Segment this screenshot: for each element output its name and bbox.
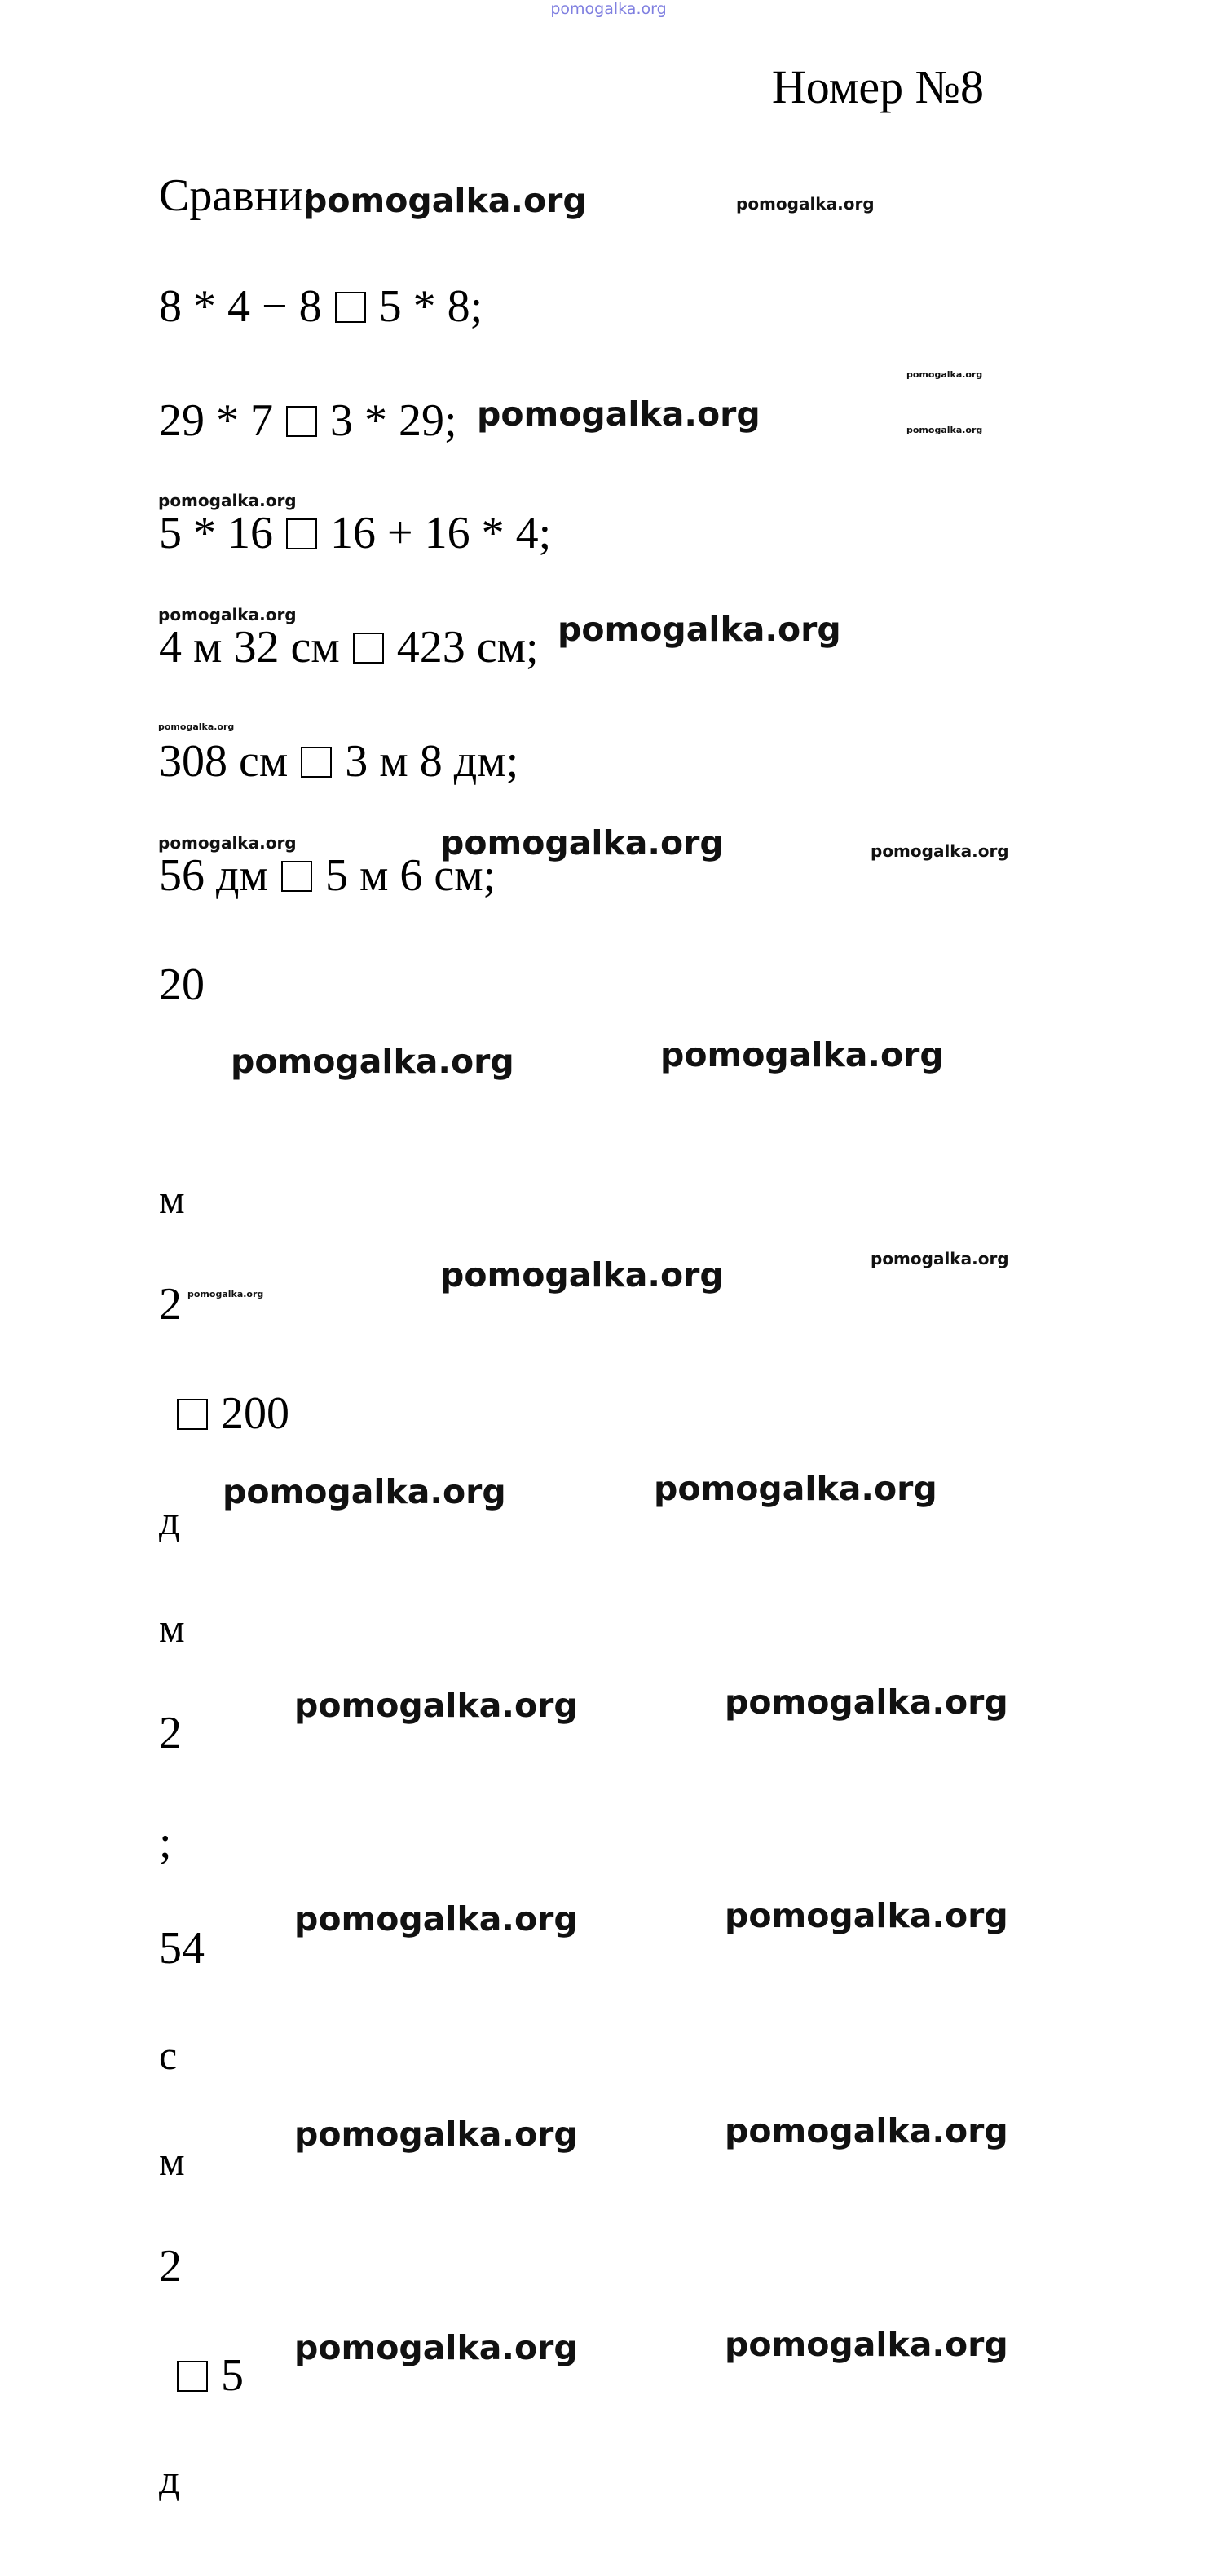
row-right: 3 * 29; [330, 395, 457, 446]
watermark: pomogalka.org [725, 2325, 1008, 2364]
compare-box [335, 292, 366, 323]
row-right: 423 см; [396, 622, 539, 673]
watermark: pomogalka.org [477, 395, 761, 434]
compare-box [177, 2361, 208, 2392]
compare-box [353, 633, 384, 664]
watermark: pomogalka.org [231, 1042, 514, 1081]
fragment-text: 200 [221, 1388, 289, 1439]
fragment-text: 2 [159, 2241, 182, 2291]
row-left: 308 см [159, 736, 289, 787]
watermark: pomogalka.org [440, 823, 724, 862]
fragment-text: 20 [159, 959, 205, 1010]
fragment-text: 2 [159, 1708, 182, 1758]
watermark: pomogalka.org [223, 1472, 506, 1511]
fragment-text: м [159, 1605, 185, 1651]
compare-box [177, 1399, 208, 1430]
watermark: pomogalka.org [660, 1035, 944, 1074]
watermark: pomogalka.org [294, 2115, 578, 2154]
compare-row-1 [159, 281, 483, 332]
compare-box [286, 406, 317, 437]
watermark: pomogalka.org [736, 194, 875, 214]
watermark: pomogalka.org [871, 841, 1009, 861]
fragment-text: ; [159, 1817, 172, 1868]
watermark: pomogalka.org [558, 610, 841, 649]
row-right: 16 + 16 * 4; [330, 508, 552, 558]
fragment-text: д [159, 2456, 180, 2502]
watermark: pomogalka.org [294, 1899, 578, 1939]
row-left: 8 * 4 − 8 [159, 281, 322, 332]
watermark: pomogalka.org [294, 1686, 578, 1725]
watermark: pomogalka.org [725, 1683, 1008, 1722]
watermark: pomogalka.org [158, 491, 297, 510]
row-right: 3 м 8 дм; [345, 736, 519, 787]
fragment-text: с [159, 2032, 178, 2078]
watermark: pomogalka.org [187, 1289, 264, 1299]
header-watermark: pomogalka.org [550, 0, 667, 18]
watermark: pomogalka.org [158, 605, 297, 624]
watermark: pomogalka.org [906, 369, 983, 380]
compare-row-3 [159, 510, 551, 556]
watermark: pomogalka.org [158, 833, 297, 853]
task-prompt: Сравни: [159, 170, 316, 221]
row-right: 5 * 8; [378, 281, 483, 332]
fragment-row [175, 1388, 289, 1439]
watermark: pomogalka.org [725, 2111, 1008, 2150]
fragment-text: м [159, 1176, 185, 1222]
fragment-text: 2 [159, 1279, 182, 1330]
watermark: pomogalka.org [871, 1249, 1009, 1268]
watermark: pomogalka.org [303, 181, 587, 220]
row-right: 5 м 6 см; [324, 850, 496, 901]
watermark: pomogalka.org [906, 425, 983, 435]
row-left: 29 * 7 [159, 395, 273, 446]
fragment-text: 54 [159, 1923, 205, 1974]
row-left: 5 * 16 [159, 508, 273, 558]
row-left: 4 м 32 см [159, 622, 340, 673]
compare-row-2 [159, 395, 457, 446]
watermark: pomogalka.org [440, 1255, 724, 1295]
fragment-text: м [159, 2138, 185, 2184]
row-left: 56 дм [159, 850, 268, 901]
compare-box [281, 861, 312, 892]
page-title: Номер №8 [771, 60, 984, 113]
compare-row-4 [159, 622, 539, 673]
fragment-text: 5 [221, 2350, 244, 2401]
watermark: pomogalka.org [654, 1469, 937, 1508]
compare-box [301, 747, 332, 778]
compare-box [286, 518, 317, 549]
watermark: pomogalka.org [158, 721, 235, 732]
compare-row-5 [159, 736, 519, 787]
watermark: pomogalka.org [725, 1896, 1008, 1935]
fragment-text: д [159, 1498, 180, 1543]
fragment-row [175, 2350, 244, 2401]
watermark: pomogalka.org [294, 2328, 578, 2367]
